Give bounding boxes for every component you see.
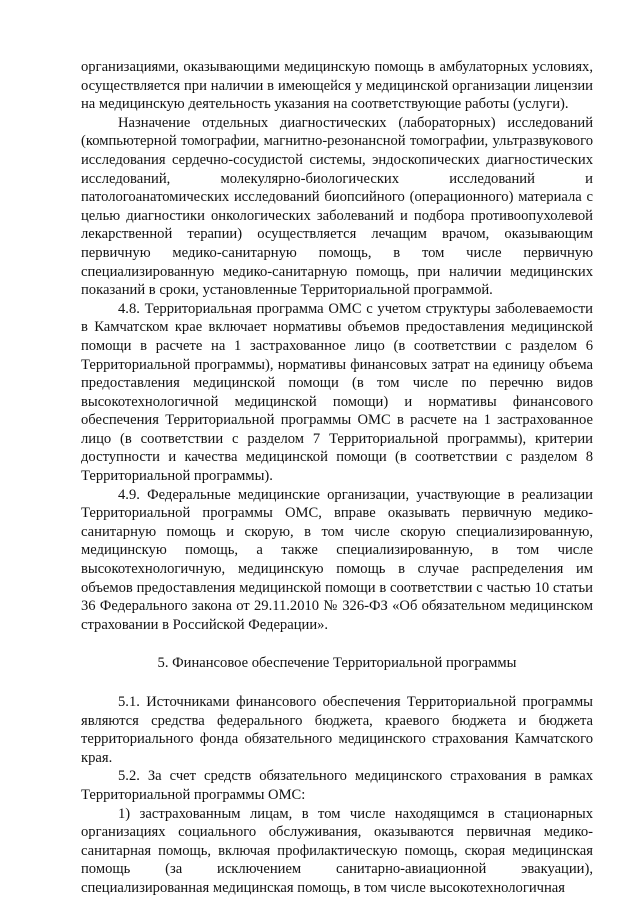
paragraph-4-9: 4.9. Федеральные медицинские организации, участвующие в реализации Территориальной программы ОМС, вправе оказывать первичную медико-санитарную помощь и скорую, в том числе скорую специализированную, медицинскую помощь, а также специализированную, в том числе высокотехнологичную, медицинскую помощь в случае распределения им объемов предоставления медицинской помощи в соответствии с частью 10 статьи 36 Федерального закона от 29.11.2010 № 326-ФЗ «Об обязательном медицинском страховании в Российской Федерации». [81,486,593,633]
paragraph-diagnostics: Назначение отдельных диагностических (лабораторных) исследований (компьютерной томографии, магнитно-резонансной томографии, ультразвукового исследования сердечно-сосудистой системы, эндоскопических диагностических исследований, молекулярно-биологических исследований и патологоанатомических исследований биопсийного (операционного) материала с целью диагностики онкологических заболеваний и подбора противоопухолевой лекарственной терапии) осуществляется лечащим врачом, оказывающим первичную медико-санитарную помощь, в том числе первичную специализированную медико-санитарную помощь, при наличии медицинских показаний в сроки, установленные Территориальной программой. [81,114,593,299]
paragraph-5-1: 5.1. Источниками финансового обеспечения Территориальной программы являются средства федерального бюджета, краевого бюджета и бюджета территориального фонда обязательного медицинского страхования Камчатского края. [81,694,593,766]
paragraph-continuation: организациями, оказывающими медицинскую помощь в амбулаторных условиях, осуществляется при наличии в имеющейся у медицинской организации лицензии на медицинскую деятельность указания на соответствующие работы (услуги). [81,59,593,113]
paragraph-4-8: 4.8. Территориальная программа ОМС с учетом структуры заболеваемости в Камчатском крае включает нормативы объемов предоставления медицинской помощи в расчете на 1 застрахованное лицо (в соответствии с разделом 6 Территориальной программы), нормативы финансовых затрат на единицу объема предоставления медицинской помощи (в том числе по перечню видов высокотехнологичной медицинской помощи) и нормативы финансового обеспечения Территориальной программы ОМС в расчете на 1 застрахованное лицо (в соответствии с разделом 7 Территориальной программы), критерии доступности и качества медицинской помощи (в соответствии с разделом 8 Территориальной программы). [81,300,593,485]
section-heading: 5. Финансовое обеспечение Территориальной программы [157,655,517,672]
paragraph-item-1: 1) застрахованным лицам, в том числе находящимся в стационарных организациях социального обслуживания, оказываются первичная медико-санитарная помощь, включая профилактическую помощь, скорая медицинская помощь (за исключением санитарно-авиационной эвакуации), специализированная медицинская помощь, в том числе высокотехнологичная [81,805,593,896]
document-page [81,58,593,898]
paragraph-5-2: 5.2. За счет средств обязательного медицинского страхования в рамках Территориальной программы ОМС: [81,768,593,803]
